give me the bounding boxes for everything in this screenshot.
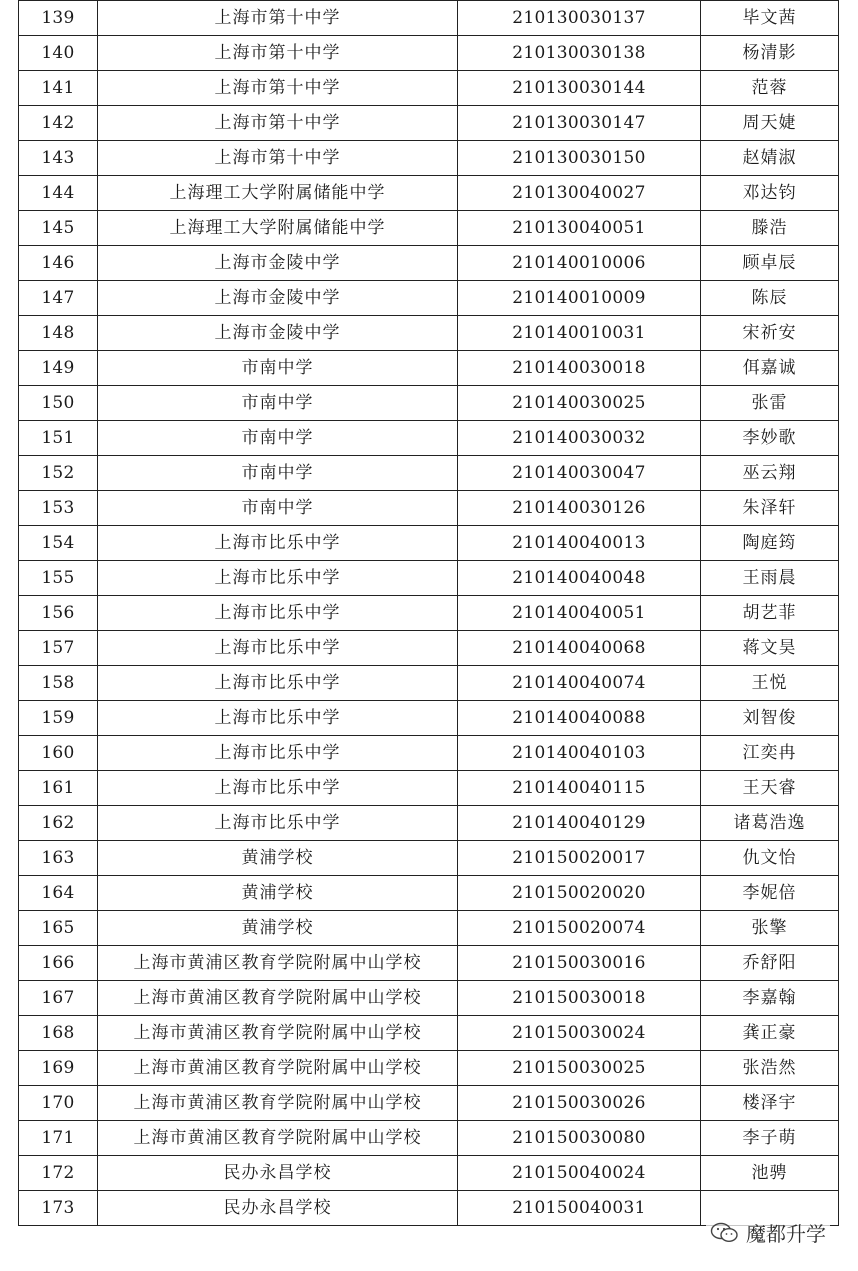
school-cell: 黄浦学校 — [98, 876, 458, 911]
student-name-cell: 李妙歌 — [701, 421, 839, 456]
school-cell: 上海市比乐中学 — [98, 561, 458, 596]
school-cell: 民办永昌学校 — [98, 1191, 458, 1226]
table-row — [19, 841, 839, 876]
student-name-cell: 佴嘉诚 — [701, 351, 839, 386]
school-cell: 上海市第十中学 — [98, 1, 458, 36]
school-cell: 上海市比乐中学 — [98, 631, 458, 666]
row-number-cell: 147 — [19, 281, 98, 316]
table-row — [19, 1156, 839, 1191]
row-number-cell: 156 — [19, 596, 98, 631]
row-number-cell: 145 — [19, 211, 98, 246]
student-id-cell: 210150030024 — [458, 1016, 701, 1051]
table-row — [19, 981, 839, 1016]
table-row — [19, 666, 839, 701]
row-number-cell: 152 — [19, 456, 98, 491]
table-row — [19, 1051, 839, 1086]
table-row — [19, 36, 839, 71]
table-row — [19, 316, 839, 351]
school-cell: 市南中学 — [98, 421, 458, 456]
student-name-cell: 赵婧淑 — [701, 141, 839, 176]
student-id-cell: 210140030018 — [458, 351, 701, 386]
school-cell: 上海市黄浦区教育学院附属中山学校 — [98, 1016, 458, 1051]
row-number-cell: 153 — [19, 491, 98, 526]
school-cell: 黄浦学校 — [98, 911, 458, 946]
student-id-cell: 210150020074 — [458, 911, 701, 946]
row-number-cell: 155 — [19, 561, 98, 596]
row-number-cell: 160 — [19, 736, 98, 771]
watermark-text: 魔都升学 — [746, 1222, 826, 1246]
row-number-cell: 151 — [19, 421, 98, 456]
table-row — [19, 106, 839, 141]
student-id-cell: 210140040129 — [458, 806, 701, 841]
row-number-cell: 165 — [19, 911, 98, 946]
student-id-cell: 210150040024 — [458, 1156, 701, 1191]
school-cell: 上海市比乐中学 — [98, 526, 458, 561]
school-cell: 上海市黄浦区教育学院附属中山学校 — [98, 1086, 458, 1121]
table-row — [19, 631, 839, 666]
table-row — [19, 211, 839, 246]
student-id-cell: 210140040115 — [458, 771, 701, 806]
row-number-cell: 154 — [19, 526, 98, 561]
table-row — [19, 491, 839, 526]
school-cell: 上海市比乐中学 — [98, 666, 458, 701]
roster-table-body — [19, 1, 839, 1226]
student-name-cell: 张雷 — [701, 386, 839, 421]
student-id-cell: 210140030032 — [458, 421, 701, 456]
student-id-cell: 210140040051 — [458, 596, 701, 631]
student-name-cell: 杨清影 — [701, 36, 839, 71]
school-cell: 上海市第十中学 — [98, 106, 458, 141]
student-id-cell: 210140040088 — [458, 701, 701, 736]
school-cell: 上海市黄浦区教育学院附属中山学校 — [98, 946, 458, 981]
student-id-cell: 210150030018 — [458, 981, 701, 1016]
school-cell: 上海市第十中学 — [98, 36, 458, 71]
row-number-cell: 146 — [19, 246, 98, 281]
roster-sheet — [18, 0, 838, 1226]
student-name-cell: 滕浩 — [701, 211, 839, 246]
school-cell: 市南中学 — [98, 386, 458, 421]
student-name-cell: 池骋 — [701, 1156, 839, 1191]
row-number-cell: 157 — [19, 631, 98, 666]
student-name-cell: 乔舒阳 — [701, 946, 839, 981]
student-id-cell: 210130030138 — [458, 36, 701, 71]
table-row — [19, 176, 839, 211]
student-id-cell: 210130030147 — [458, 106, 701, 141]
student-id-cell: 210150030026 — [458, 1086, 701, 1121]
student-name-cell: 王悦 — [701, 666, 839, 701]
table-row — [19, 526, 839, 561]
table-row — [19, 281, 839, 316]
row-number-cell: 142 — [19, 106, 98, 141]
school-cell: 上海市黄浦区教育学院附属中山学校 — [98, 1051, 458, 1086]
student-name-cell: 王天睿 — [701, 771, 839, 806]
row-number-cell: 170 — [19, 1086, 98, 1121]
student-id-cell: 210140030126 — [458, 491, 701, 526]
table-row — [19, 736, 839, 771]
school-cell: 上海市金陵中学 — [98, 281, 458, 316]
school-cell: 市南中学 — [98, 351, 458, 386]
table-row — [19, 946, 839, 981]
table-row — [19, 246, 839, 281]
table-row — [19, 771, 839, 806]
student-id-cell: 210140040068 — [458, 631, 701, 666]
student-id-cell: 210150030016 — [458, 946, 701, 981]
table-row — [19, 806, 839, 841]
student-name-cell: 巫云翔 — [701, 456, 839, 491]
student-id-cell: 210140030025 — [458, 386, 701, 421]
table-row — [19, 876, 839, 911]
student-name-cell: 楼泽宇 — [701, 1086, 839, 1121]
row-number-cell: 168 — [19, 1016, 98, 1051]
row-number-cell: 148 — [19, 316, 98, 351]
table-row — [19, 911, 839, 946]
table-row — [19, 421, 839, 456]
student-name-cell: 周天婕 — [701, 106, 839, 141]
table-row — [19, 1086, 839, 1121]
student-name-cell: 张擎 — [701, 911, 839, 946]
table-row — [19, 456, 839, 491]
row-number-cell: 159 — [19, 701, 98, 736]
student-name-cell: 范蓉 — [701, 71, 839, 106]
school-cell: 上海理工大学附属储能中学 — [98, 176, 458, 211]
student-name-cell: 蒋文昊 — [701, 631, 839, 666]
student-name-cell: 顾卓辰 — [701, 246, 839, 281]
watermark — [706, 1218, 830, 1247]
row-number-cell: 167 — [19, 981, 98, 1016]
roster-table — [18, 0, 839, 1226]
student-name-cell: 宋祈安 — [701, 316, 839, 351]
student-id-cell: 210150040031 — [458, 1191, 701, 1226]
wechat-icon — [710, 1222, 740, 1244]
student-id-cell: 210130030150 — [458, 141, 701, 176]
school-cell: 上海市黄浦区教育学院附属中山学校 — [98, 1121, 458, 1156]
student-name-cell: 刘智俊 — [701, 701, 839, 736]
row-number-cell: 139 — [19, 1, 98, 36]
row-number-cell: 140 — [19, 36, 98, 71]
student-id-cell: 210140040013 — [458, 526, 701, 561]
student-name-cell: 李子萌 — [701, 1121, 839, 1156]
row-number-cell: 150 — [19, 386, 98, 421]
student-id-cell: 210140010006 — [458, 246, 701, 281]
student-name-cell: 陈辰 — [701, 281, 839, 316]
student-id-cell: 210130030144 — [458, 71, 701, 106]
student-id-cell: 210140010031 — [458, 316, 701, 351]
student-id-cell: 210150020020 — [458, 876, 701, 911]
school-cell: 上海市第十中学 — [98, 141, 458, 176]
row-number-cell: 162 — [19, 806, 98, 841]
table-row — [19, 596, 839, 631]
table-row — [19, 561, 839, 596]
student-id-cell: 210130040027 — [458, 176, 701, 211]
row-number-cell: 149 — [19, 351, 98, 386]
student-id-cell: 210150030080 — [458, 1121, 701, 1156]
row-number-cell: 161 — [19, 771, 98, 806]
table-row — [19, 386, 839, 421]
school-cell: 市南中学 — [98, 491, 458, 526]
student-name-cell: 李妮倍 — [701, 876, 839, 911]
student-id-cell: 210140040048 — [458, 561, 701, 596]
table-row — [19, 1, 839, 36]
school-cell: 上海市比乐中学 — [98, 701, 458, 736]
row-number-cell: 163 — [19, 841, 98, 876]
student-name-cell: 王雨晨 — [701, 561, 839, 596]
student-name-cell: 龚正豪 — [701, 1016, 839, 1051]
row-number-cell: 141 — [19, 71, 98, 106]
student-name-cell: 毕文茜 — [701, 1, 839, 36]
row-number-cell: 143 — [19, 141, 98, 176]
student-id-cell: 210140030047 — [458, 456, 701, 491]
student-name-cell: 朱泽轩 — [701, 491, 839, 526]
table-row — [19, 1016, 839, 1051]
student-id-cell: 210150020017 — [458, 841, 701, 876]
table-row — [19, 1121, 839, 1156]
school-cell: 上海市比乐中学 — [98, 736, 458, 771]
row-number-cell: 173 — [19, 1191, 98, 1226]
student-name-cell: 李嘉翰 — [701, 981, 839, 1016]
row-number-cell: 166 — [19, 946, 98, 981]
student-name-cell: 胡艺菲 — [701, 596, 839, 631]
student-name-cell: 陶庭筠 — [701, 526, 839, 561]
school-cell: 上海市金陵中学 — [98, 246, 458, 281]
school-cell: 上海市比乐中学 — [98, 771, 458, 806]
table-row — [19, 701, 839, 736]
school-cell: 市南中学 — [98, 456, 458, 491]
school-cell: 上海市比乐中学 — [98, 806, 458, 841]
student-name-cell: 邓达钧 — [701, 176, 839, 211]
student-id-cell: 210130040051 — [458, 211, 701, 246]
school-cell: 上海市比乐中学 — [98, 596, 458, 631]
school-cell: 民办永昌学校 — [98, 1156, 458, 1191]
student-id-cell: 210140040074 — [458, 666, 701, 701]
student-name-cell: 仇文怡 — [701, 841, 839, 876]
table-row — [19, 351, 839, 386]
student-name-cell: 张浩然 — [701, 1051, 839, 1086]
school-cell: 黄浦学校 — [98, 841, 458, 876]
student-name-cell: 诸葛浩逸 — [701, 806, 839, 841]
row-number-cell: 172 — [19, 1156, 98, 1191]
school-cell: 上海市金陵中学 — [98, 316, 458, 351]
row-number-cell: 164 — [19, 876, 98, 911]
student-id-cell: 210140040103 — [458, 736, 701, 771]
table-row — [19, 141, 839, 176]
student-id-cell: 210140010009 — [458, 281, 701, 316]
student-name-cell: 江奕冉 — [701, 736, 839, 771]
student-id-cell: 210130030137 — [458, 1, 701, 36]
row-number-cell: 144 — [19, 176, 98, 211]
school-cell: 上海市黄浦区教育学院附属中山学校 — [98, 981, 458, 1016]
school-cell: 上海理工大学附属储能中学 — [98, 211, 458, 246]
row-number-cell: 158 — [19, 666, 98, 701]
row-number-cell: 169 — [19, 1051, 98, 1086]
table-row — [19, 71, 839, 106]
school-cell: 上海市第十中学 — [98, 71, 458, 106]
student-id-cell: 210150030025 — [458, 1051, 701, 1086]
row-number-cell: 171 — [19, 1121, 98, 1156]
